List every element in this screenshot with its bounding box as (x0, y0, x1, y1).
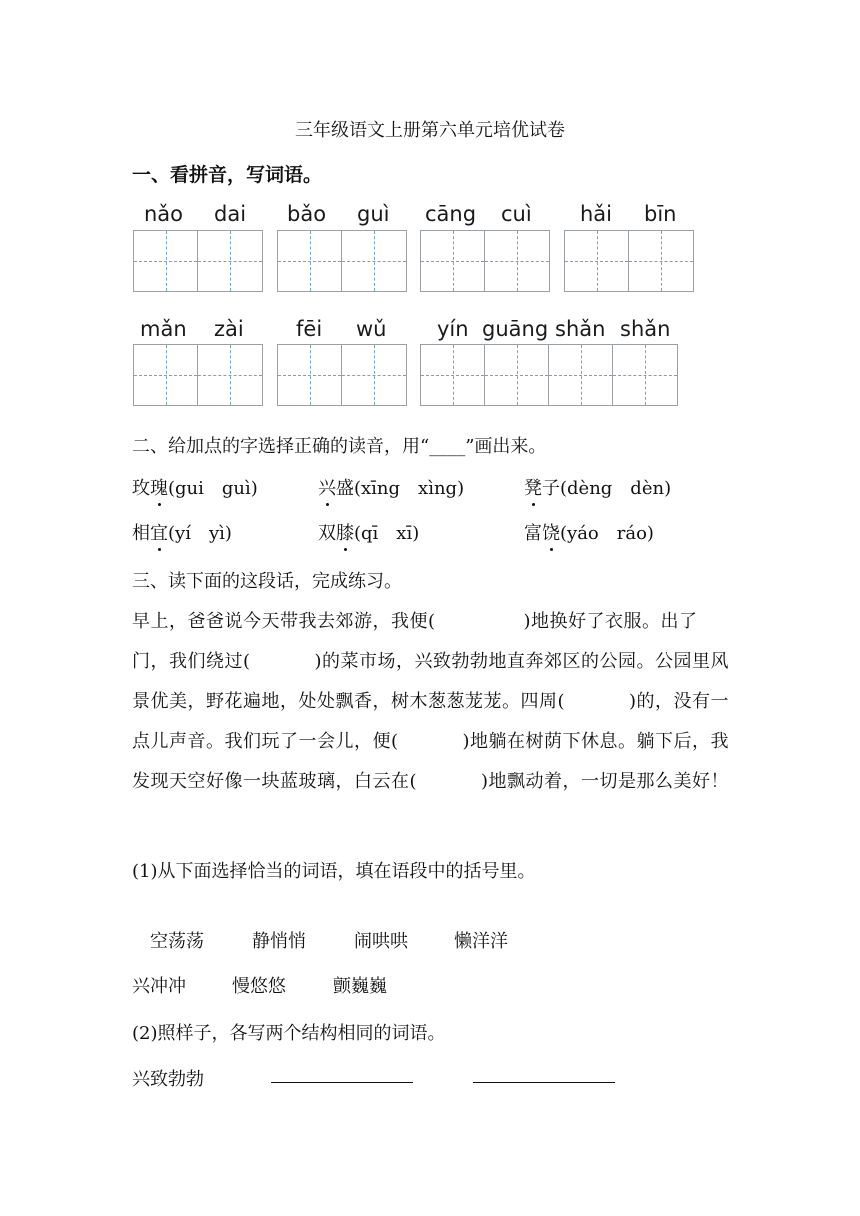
word-option: 颤巍巍 (333, 976, 387, 997)
answer-line[interactable] (271, 1082, 413, 1083)
page-title: 三年级语文上册第六单元培优试卷 (295, 120, 565, 141)
word-option: 懒洋洋 (454, 931, 508, 952)
writing-grid[interactable] (133, 230, 263, 292)
reading-item: 玫瑰(gui guì) (132, 474, 258, 500)
word-option: 慢悠悠 (232, 976, 286, 997)
question-1: (1)从下面选择恰当的词语，填在语段中的括号里。 (132, 861, 536, 882)
word-option: 闹哄哄 (354, 931, 408, 952)
reading-item: 凳子(dèng dèn) (524, 474, 671, 500)
writing-grid[interactable] (277, 344, 407, 406)
dotted-char: 兴 (318, 474, 336, 500)
pinyin-label: nǎo (144, 202, 184, 226)
pinyin-label: bīn (644, 202, 677, 226)
answer-line[interactable] (473, 1082, 615, 1083)
word-option: 静悄悄 (252, 931, 306, 952)
reading-item: 兴盛(xīng xìng) (318, 474, 464, 500)
pinyin-label: dai (214, 202, 247, 226)
writing-grid[interactable] (420, 344, 678, 406)
pinyin-label: wǔ (356, 317, 387, 341)
dotted-char: 饶 (542, 519, 560, 545)
pinyin-label: cāng (425, 202, 477, 226)
pinyin-label: shǎn (555, 317, 606, 341)
pinyin-label: hǎi (580, 202, 613, 226)
dotted-char: 瑰 (150, 474, 168, 500)
reading-item: 双膝(qī xī) (318, 519, 419, 545)
word-option: 兴冲冲 (132, 976, 186, 997)
pinyin-label: bǎo (287, 202, 327, 226)
pinyin-label: mǎn (140, 317, 187, 341)
writing-grid[interactable] (277, 230, 407, 292)
pinyin-label: shǎn (620, 317, 671, 341)
writing-grid[interactable] (420, 230, 550, 292)
section2-heading: 二、给加点的字选择正确的读音，用“____”画出来。 (132, 436, 547, 457)
pinyin-label: fēi (296, 317, 323, 341)
pinyin-label: cuì (501, 202, 532, 226)
writing-grid[interactable] (564, 230, 694, 292)
reading-item: 相宜(yí yì) (132, 519, 232, 545)
section1-heading: 一、看拼音，写词语。 (132, 164, 323, 186)
reading-paragraph: 早上，爸爸说今天带我去郊游，我便( )地换好了衣服。出了门，我们绕过( )的菜市场，兴致勃勃地直奔郊区的公园。公园里风景优美，野花遍地，处处飘香，树木葱葱茏茏。四周( )的，没有一点儿声音。我们玩了一会儿，便( )地躺在树荫下休息。躺下后，我发现天空好像一块蓝玻璃，白云在( )地飘动着，一切是那么美好！ (132, 611, 730, 792)
pinyin-label: guì (357, 202, 390, 226)
reading-item: 富饶(yáo ráo) (524, 519, 654, 545)
word-option: 空荡荡 (150, 931, 204, 952)
dotted-char: 膝 (336, 519, 354, 545)
pinyin-label: yín (437, 317, 469, 341)
dotted-char: 宜 (150, 519, 168, 545)
example-word: 兴致勃勃 (132, 1069, 204, 1090)
question-2: (2)照样子，各写两个结构相同的词语。 (132, 1023, 446, 1044)
dotted-char: 凳 (524, 474, 542, 500)
writing-grid[interactable] (133, 344, 263, 406)
pinyin-label: guāng (482, 317, 549, 341)
pinyin-label: zài (214, 317, 244, 341)
section3-heading: 三、读下面的这段话，完成练习。 (132, 571, 402, 592)
